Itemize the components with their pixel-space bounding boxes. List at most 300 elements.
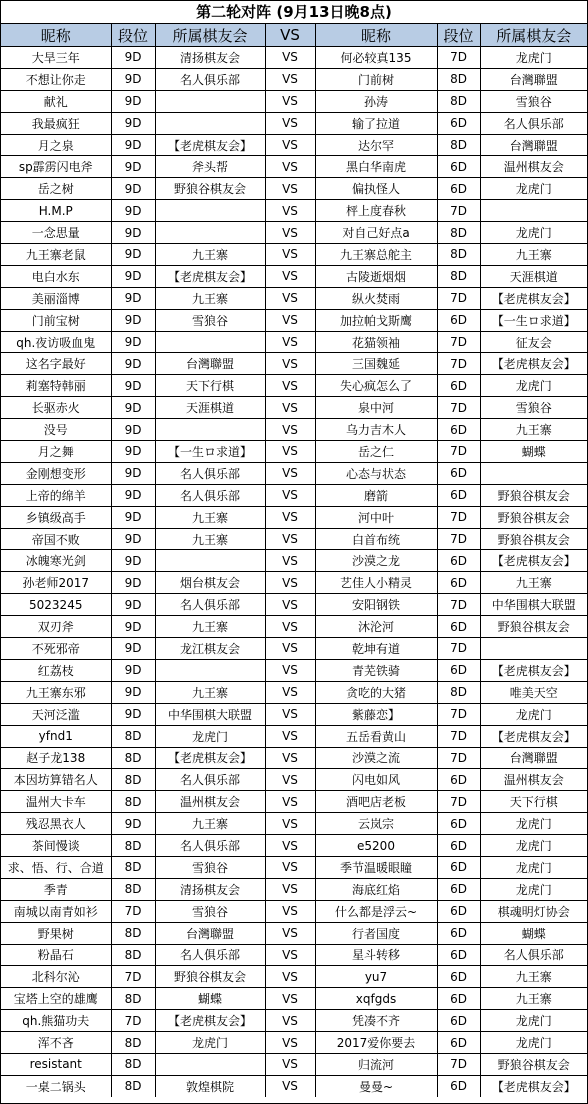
vs-label: VS: [265, 47, 315, 69]
player-right-rank: 7D: [437, 703, 480, 725]
table-row: [1, 878, 587, 900]
player-right-club: 龙虎门: [480, 703, 587, 725]
player-left-rank: 9D: [111, 112, 155, 134]
player-right-club: 蝴蝶: [480, 922, 587, 944]
player-right-nickname: 输了拉道: [315, 112, 437, 134]
player-left-nickname: 残忍黑衣人: [1, 813, 111, 835]
player-left-nickname: 野果树: [1, 922, 111, 944]
table-row: [1, 528, 587, 550]
player-right-nickname: 孙涛: [315, 90, 437, 112]
player-right-club: 龙虎门: [480, 47, 587, 69]
player-left-nickname: qh.熊猫功夫: [1, 1010, 111, 1032]
vs-label: VS: [265, 681, 315, 703]
player-left-rank: 9D: [111, 309, 155, 331]
player-left-nickname: 岳之树: [1, 178, 111, 200]
player-right-rank: 6D: [437, 835, 480, 857]
vs-label: VS: [265, 528, 315, 550]
player-left-nickname: resistant: [1, 1053, 111, 1075]
player-left-nickname: 不想让你走: [1, 68, 111, 90]
player-left-nickname: 5023245: [1, 594, 111, 616]
vs-label: VS: [265, 572, 315, 594]
player-left-nickname: 粉晶石: [1, 944, 111, 966]
player-right-nickname: 河中叶: [315, 506, 437, 528]
player-left-nickname: 季青: [1, 878, 111, 900]
player-left-club: [155, 419, 265, 441]
player-left-rank: 9D: [111, 397, 155, 419]
player-left-rank: 9D: [111, 616, 155, 638]
player-left-nickname: 月之泉: [1, 134, 111, 156]
player-left-rank: 9D: [111, 265, 155, 287]
player-right-nickname: 沙漠之流: [315, 747, 437, 769]
vs-label: VS: [265, 725, 315, 747]
vs-label: VS: [265, 441, 315, 463]
table-row: [1, 506, 587, 528]
player-right-nickname: 门前树: [315, 68, 437, 90]
player-left-nickname: 冰魄寒光剑: [1, 550, 111, 572]
table-row: [1, 1053, 587, 1075]
player-left-rank: 7D: [111, 966, 155, 988]
player-left-rank: 8D: [111, 725, 155, 747]
player-right-nickname: 青芜铁骑: [315, 659, 437, 681]
player-left-rank: 9D: [111, 528, 155, 550]
player-left-club: 野狼谷棋友会: [155, 178, 265, 200]
table-row: [1, 375, 587, 397]
player-left-club: 雪狼谷: [155, 900, 265, 922]
player-right-rank: 7D: [437, 200, 480, 222]
player-right-rank: 6D: [437, 769, 480, 791]
vs-label: VS: [265, 835, 315, 857]
vs-label: VS: [265, 988, 315, 1010]
player-right-rank: 7D: [437, 1053, 480, 1075]
player-right-nickname: 行者国度: [315, 922, 437, 944]
player-right-rank: 7D: [437, 287, 480, 309]
table-row: [1, 222, 587, 244]
player-right-club: 九王寨: [480, 419, 587, 441]
player-left-nickname: 帝国不败: [1, 528, 111, 550]
player-left-club: 九王寨: [155, 244, 265, 266]
player-right-club: 九王寨: [480, 572, 587, 594]
player-right-rank: 7D: [437, 725, 480, 747]
vs-label: VS: [265, 178, 315, 200]
player-left-club: [155, 331, 265, 353]
player-left-nickname: sp霹雳闪电斧: [1, 156, 111, 178]
vs-label: VS: [265, 878, 315, 900]
player-left-rank: 8D: [111, 1032, 155, 1054]
player-left-club: [155, 112, 265, 134]
vs-label: VS: [265, 550, 315, 572]
player-left-rank: 8D: [111, 791, 155, 813]
player-right-rank: 8D: [437, 68, 480, 90]
player-right-nickname: 加拉帕戈斯鹰: [315, 309, 437, 331]
player-left-club: 【老虎棋友会】: [155, 134, 265, 156]
table-row: [1, 638, 587, 660]
player-left-club: 台灣聯盟: [155, 353, 265, 375]
player-left-nickname: 浑不吝: [1, 1032, 111, 1054]
table-row: [1, 47, 587, 69]
player-left-nickname: 一桌二锅头: [1, 1075, 111, 1096]
vs-label: VS: [265, 966, 315, 988]
player-left-club: [155, 222, 265, 244]
player-left-rank: 8D: [111, 1075, 155, 1096]
vs-label: VS: [265, 944, 315, 966]
player-right-nickname: 季节温暖眼瞳: [315, 856, 437, 878]
player-right-nickname: 星斗转移: [315, 944, 437, 966]
player-right-rank: 8D: [437, 90, 480, 112]
vs-label: VS: [265, 638, 315, 660]
table-row: [1, 484, 587, 506]
player-left-nickname: 宝塔上空的雄鹰: [1, 988, 111, 1010]
player-left-nickname: 上帝的绵羊: [1, 484, 111, 506]
player-left-club: 天涯棋道: [155, 397, 265, 419]
player-right-nickname: 海底红焰: [315, 878, 437, 900]
player-right-rank: 7D: [437, 397, 480, 419]
player-left-rank: 8D: [111, 835, 155, 857]
vs-label: VS: [265, 309, 315, 331]
player-left-rank: 9D: [111, 90, 155, 112]
player-right-club: 【老虎棋友会】: [480, 287, 587, 309]
player-right-club: 龙虎门: [480, 835, 587, 857]
player-left-nickname: 不死邪帝: [1, 638, 111, 660]
table-row: [1, 703, 587, 725]
player-left-nickname: 一念思量: [1, 222, 111, 244]
vs-label: VS: [265, 813, 315, 835]
player-left-nickname: 南城以南青如衫: [1, 900, 111, 922]
player-left-rank: 9D: [111, 506, 155, 528]
player-right-rank: 6D: [437, 156, 480, 178]
player-left-rank: 8D: [111, 856, 155, 878]
player-right-nickname: 白首布统: [315, 528, 437, 550]
player-right-club: 龙虎门: [480, 222, 587, 244]
player-left-club: 雪狼谷: [155, 309, 265, 331]
player-right-club: 野狼谷棋友会: [480, 528, 587, 550]
player-left-rank: 9D: [111, 638, 155, 660]
vs-label: VS: [265, 1053, 315, 1075]
table-row: [1, 922, 587, 944]
table-row: [1, 331, 587, 353]
player-right-nickname: 闪电如风: [315, 769, 437, 791]
vs-label: VS: [265, 112, 315, 134]
player-left-nickname: 九王寨东邪: [1, 681, 111, 703]
player-right-club: 雪狼谷: [480, 90, 587, 112]
player-right-club: 九王寨: [480, 244, 587, 266]
player-left-club: 九王寨: [155, 813, 265, 835]
player-right-club: 【老虎棋友会】: [480, 550, 587, 572]
player-left-club: 【老虎棋友会】: [155, 747, 265, 769]
player-left-club: 名人俱乐部: [155, 769, 265, 791]
player-right-nickname: 沙漠之龙: [315, 550, 437, 572]
player-right-club: 温州棋友会: [480, 769, 587, 791]
table-row: [1, 68, 587, 90]
player-left-rank: 8D: [111, 988, 155, 1010]
player-right-club: 【一生ロ求道】: [480, 309, 587, 331]
player-left-rank: 7D: [111, 900, 155, 922]
table-row: [1, 769, 587, 791]
sheet-title: 第二轮对阵 (9月13日晚8点): [1, 1, 587, 24]
player-left-nickname: 这名字最好: [1, 353, 111, 375]
vs-label: VS: [265, 287, 315, 309]
player-left-rank: 9D: [111, 375, 155, 397]
player-right-club: 九王寨: [480, 988, 587, 1010]
player-right-nickname: 五岳看黄山: [315, 725, 437, 747]
table-row: [1, 200, 587, 222]
player-left-rank: 9D: [111, 813, 155, 835]
player-left-nickname: 本因坊算错名人: [1, 769, 111, 791]
player-right-rank: 7D: [437, 638, 480, 660]
player-right-club: 名人俱乐部: [480, 112, 587, 134]
player-left-rank: 9D: [111, 47, 155, 69]
player-right-club: 【老虎棋友会】: [480, 1075, 587, 1096]
player-right-club: 龙虎门: [480, 813, 587, 835]
table-row: [1, 353, 587, 375]
player-right-nickname: xqfgds: [315, 988, 437, 1010]
table-row: [1, 441, 587, 463]
table-row: [1, 287, 587, 309]
player-right-nickname: yu7: [315, 966, 437, 988]
player-right-club: 【老虎棋友会】: [480, 353, 587, 375]
table-row: [1, 265, 587, 287]
player-right-club: 龙虎门: [480, 375, 587, 397]
player-left-rank: 9D: [111, 659, 155, 681]
player-right-rank: 6D: [437, 616, 480, 638]
player-right-rank: 6D: [437, 1010, 480, 1032]
table-row: [1, 90, 587, 112]
player-left-club: 清扬棋友会: [155, 47, 265, 69]
player-right-club: 征友会: [480, 331, 587, 353]
player-right-nickname: e5200: [315, 835, 437, 857]
player-left-rank: 7D: [111, 1010, 155, 1032]
player-right-nickname: 归流河: [315, 1053, 437, 1075]
player-right-nickname: 2017爱你要去: [315, 1032, 437, 1054]
table-row: [1, 944, 587, 966]
player-right-nickname: 纵火焚雨: [315, 287, 437, 309]
vs-label: VS: [265, 353, 315, 375]
player-left-nickname: 大旱三年: [1, 47, 111, 69]
player-right-rank: 6D: [437, 178, 480, 200]
player-left-club: 名人俱乐部: [155, 462, 265, 484]
table-row: [1, 681, 587, 703]
table-row: [1, 966, 587, 988]
player-left-club: 九王寨: [155, 681, 265, 703]
player-right-nickname: 乌力吉木人: [315, 419, 437, 441]
player-right-club: 蝴蝶: [480, 441, 587, 463]
player-right-rank: 7D: [437, 791, 480, 813]
player-right-nickname: 枰上度春秋: [315, 200, 437, 222]
player-left-rank: 9D: [111, 484, 155, 506]
table-row: [1, 616, 587, 638]
table-row: [1, 1010, 587, 1032]
player-left-club: [155, 1053, 265, 1075]
player-right-club: 台灣聯盟: [480, 134, 587, 156]
player-left-rank: 9D: [111, 572, 155, 594]
player-right-rank: 8D: [437, 265, 480, 287]
player-right-club: 名人俱乐部: [480, 944, 587, 966]
vs-label: VS: [265, 769, 315, 791]
player-left-club: 雪狼谷: [155, 856, 265, 878]
player-right-club: 九王寨: [480, 966, 587, 988]
player-left-club: 名人俱乐部: [155, 484, 265, 506]
table-row: [1, 244, 587, 266]
player-right-nickname: 黑白华南虎: [315, 156, 437, 178]
player-left-nickname: 献礼: [1, 90, 111, 112]
player-right-club: 龙虎门: [480, 178, 587, 200]
player-left-club: 【老虎棋友会】: [155, 1010, 265, 1032]
player-left-club: 九王寨: [155, 528, 265, 550]
player-right-club: 唯美天空: [480, 681, 587, 703]
header-club-left: 所属棋友会: [155, 24, 265, 47]
player-right-nickname: 磨箭: [315, 484, 437, 506]
player-right-nickname: 安阳钢铁: [315, 594, 437, 616]
player-left-nickname: 门前宝树: [1, 309, 111, 331]
vs-label: VS: [265, 1010, 315, 1032]
vs-label: VS: [265, 747, 315, 769]
player-left-nickname: 莉塞特韩丽: [1, 375, 111, 397]
player-left-club: 天下行棋: [155, 375, 265, 397]
vs-label: VS: [265, 659, 315, 681]
vs-label: VS: [265, 222, 315, 244]
player-right-rank: 6D: [437, 1032, 480, 1054]
player-right-rank: 6D: [437, 1075, 480, 1096]
player-right-club: 天下行棋: [480, 791, 587, 813]
player-left-club: 【一生ロ求道】: [155, 441, 265, 463]
vs-label: VS: [265, 703, 315, 725]
table-row: [1, 856, 587, 878]
vs-label: VS: [265, 419, 315, 441]
player-right-nickname: 贪吃的大猪: [315, 681, 437, 703]
vs-label: VS: [265, 90, 315, 112]
player-left-nickname: yfnd1: [1, 725, 111, 747]
table-row: [1, 572, 587, 594]
table-row: [1, 747, 587, 769]
player-right-nickname: 凭凑不齐: [315, 1010, 437, 1032]
player-left-rank: 9D: [111, 331, 155, 353]
player-right-nickname: 九王寨总舵主: [315, 244, 437, 266]
vs-label: VS: [265, 462, 315, 484]
player-right-rank: 8D: [437, 244, 480, 266]
player-right-rank: 7D: [437, 594, 480, 616]
player-left-rank: 9D: [111, 681, 155, 703]
player-right-nickname: 古陵逝烟烟: [315, 265, 437, 287]
player-left-nickname: 天河泛滥: [1, 703, 111, 725]
player-left-rank: 9D: [111, 222, 155, 244]
player-right-nickname: 乾坤有道: [315, 638, 437, 660]
player-left-rank: 9D: [111, 156, 155, 178]
player-left-nickname: 没号: [1, 419, 111, 441]
player-right-rank: 6D: [437, 572, 480, 594]
player-right-rank: 6D: [437, 419, 480, 441]
player-right-club: 温州棋友会: [480, 156, 587, 178]
header-club-right: 所属棋友会: [480, 24, 587, 47]
player-right-club: 龙虎门: [480, 856, 587, 878]
player-right-rank: 6D: [437, 659, 480, 681]
player-left-rank: 8D: [111, 944, 155, 966]
vs-label: VS: [265, 616, 315, 638]
player-left-club: 台灣聯盟: [155, 922, 265, 944]
player-right-rank: 6D: [437, 966, 480, 988]
player-left-club: [155, 90, 265, 112]
player-right-rank: 7D: [437, 528, 480, 550]
player-right-club: 野狼谷棋友会: [480, 616, 587, 638]
table-row: [1, 112, 587, 134]
player-left-nickname: 红荔枝: [1, 659, 111, 681]
vs-label: VS: [265, 922, 315, 944]
player-left-nickname: 赵子龙138: [1, 747, 111, 769]
player-left-rank: 9D: [111, 200, 155, 222]
player-right-rank: 6D: [437, 900, 480, 922]
player-right-nickname: 酒吧店老板: [315, 791, 437, 813]
player-right-rank: 6D: [437, 922, 480, 944]
player-left-rank: 9D: [111, 419, 155, 441]
table-row: [1, 419, 587, 441]
player-right-nickname: 岳之仁: [315, 441, 437, 463]
player-right-rank: 6D: [437, 309, 480, 331]
player-left-nickname: 九王寨老鼠: [1, 244, 111, 266]
player-right-nickname: 花猫领袖: [315, 331, 437, 353]
player-left-nickname: 茶间慢谈: [1, 835, 111, 857]
vs-label: VS: [265, 68, 315, 90]
player-left-rank: 9D: [111, 353, 155, 375]
player-right-rank: 6D: [437, 550, 480, 572]
vs-label: VS: [265, 244, 315, 266]
table-row: [1, 178, 587, 200]
table-row: [1, 835, 587, 857]
table-row: [1, 1075, 587, 1096]
player-left-nickname: 孙老师2017: [1, 572, 111, 594]
player-left-club: 敦煌棋院: [155, 1075, 265, 1096]
player-right-nickname: 沐沦河: [315, 616, 437, 638]
player-left-nickname: 电白水东: [1, 265, 111, 287]
player-left-rank: 9D: [111, 178, 155, 200]
player-left-nickname: 求、悟、行、合道: [1, 856, 111, 878]
player-right-rank: 6D: [437, 856, 480, 878]
player-right-club: 龙虎门: [480, 1010, 587, 1032]
vs-label: VS: [265, 594, 315, 616]
player-left-club: 蝴蝶: [155, 988, 265, 1010]
player-right-club: 野狼谷棋友会: [480, 484, 587, 506]
player-left-nickname: 北科尔沁: [1, 966, 111, 988]
player-right-nickname: 艺佳人小精灵: [315, 572, 437, 594]
player-right-rank: 8D: [437, 222, 480, 244]
player-left-rank: 8D: [111, 769, 155, 791]
player-left-club: 龙江棋友会: [155, 638, 265, 660]
player-left-nickname: 长驱赤火: [1, 397, 111, 419]
player-left-club: 龙虎门: [155, 725, 265, 747]
player-left-nickname: 温州大卡车: [1, 791, 111, 813]
player-left-club: [155, 200, 265, 222]
player-left-club: 烟台棋友会: [155, 572, 265, 594]
table-row: [1, 594, 587, 616]
player-left-rank: 8D: [111, 1053, 155, 1075]
player-left-club: [155, 550, 265, 572]
player-right-club: 中华围棋大联盟: [480, 594, 587, 616]
player-left-nickname: 月之舞: [1, 441, 111, 463]
table-row: [1, 900, 587, 922]
player-left-nickname: H.M.P: [1, 200, 111, 222]
vs-label: VS: [265, 375, 315, 397]
player-left-nickname: 我最疯狂: [1, 112, 111, 134]
table-row: [1, 725, 587, 747]
table-row: [1, 550, 587, 572]
player-right-club: 【老虎棋友会】: [480, 659, 587, 681]
player-right-club: [480, 200, 587, 222]
vs-label: VS: [265, 331, 315, 353]
table-row: [1, 309, 587, 331]
table-row: [1, 791, 587, 813]
player-right-rank: 7D: [437, 506, 480, 528]
pairing-table: [1, 24, 587, 1097]
player-left-club: 名人俱乐部: [155, 68, 265, 90]
player-right-rank: 7D: [437, 747, 480, 769]
vs-label: VS: [265, 900, 315, 922]
